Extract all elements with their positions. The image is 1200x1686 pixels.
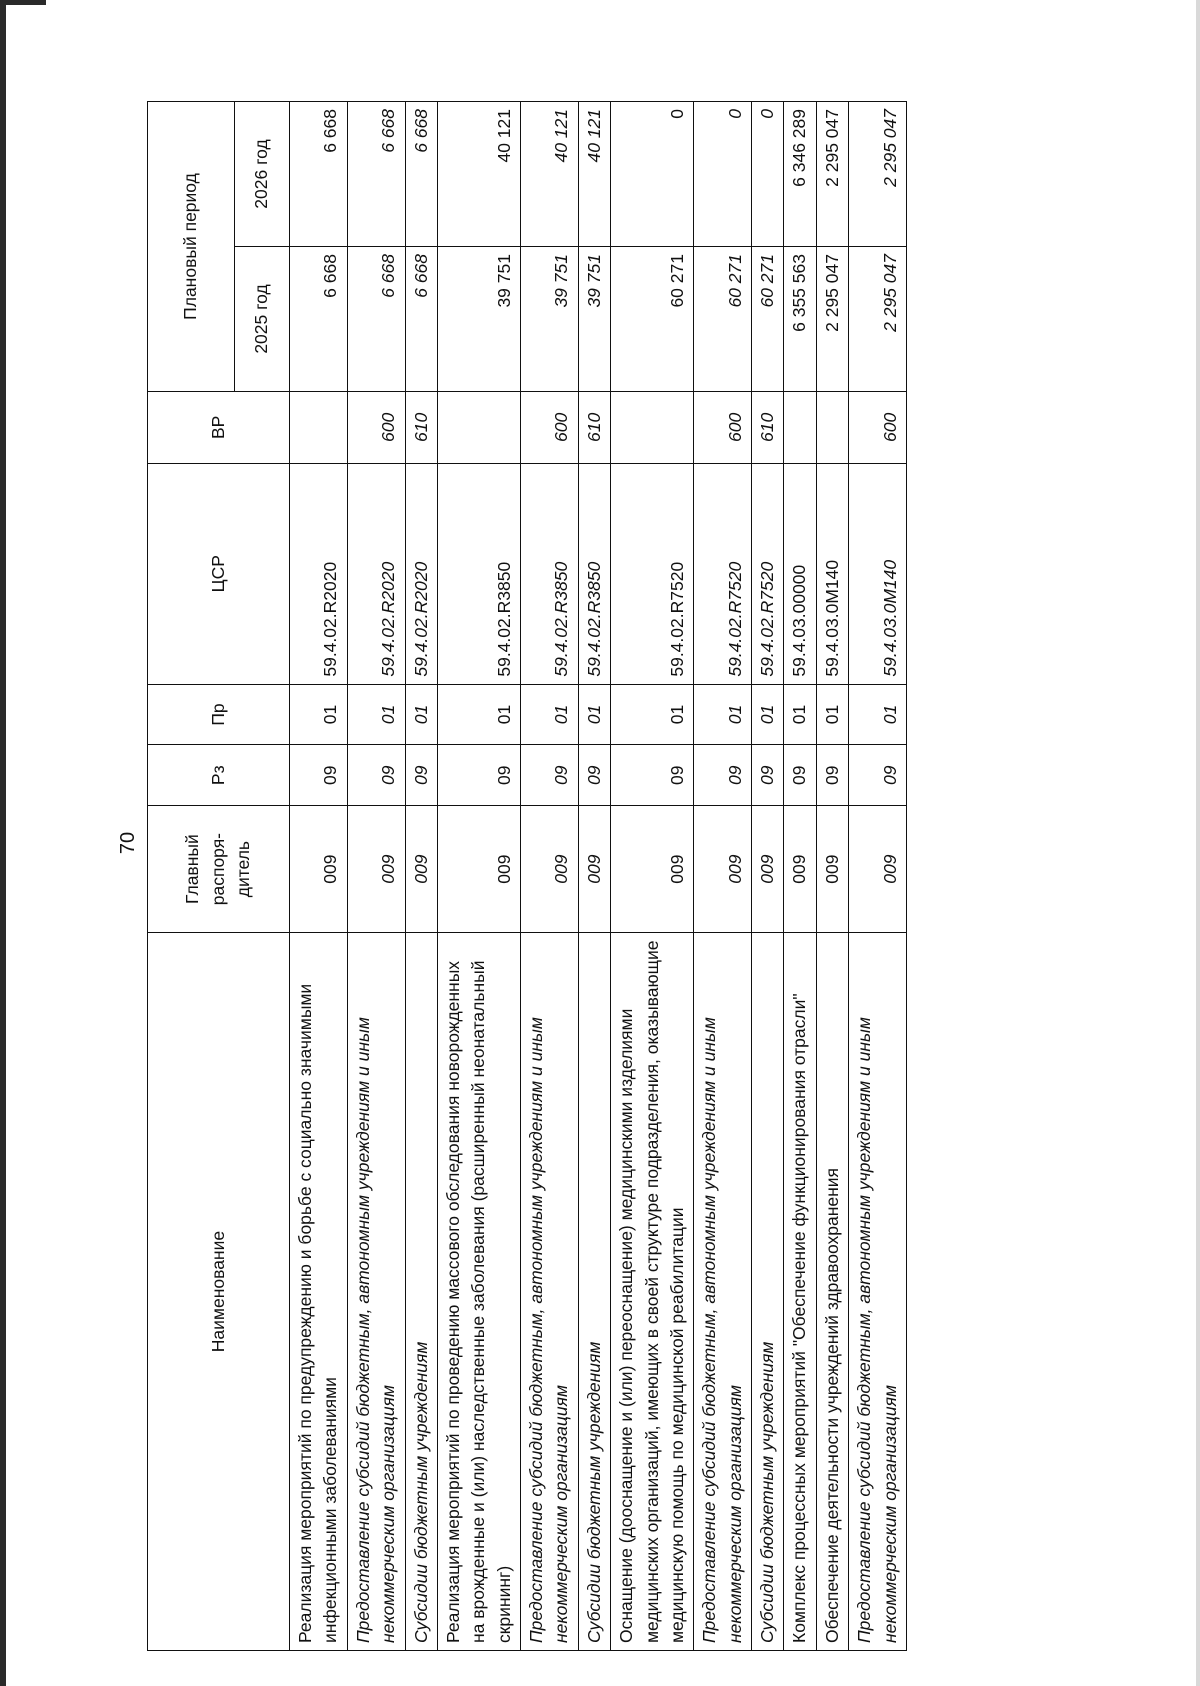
rz-cell: 09	[290, 745, 348, 806]
header-name: Наименование	[148, 933, 290, 1651]
vr-cell: 600	[347, 391, 405, 463]
table-row	[405, 102, 437, 1651]
pr-cell: 01	[752, 684, 784, 745]
main-manager-cell: 009	[752, 806, 784, 933]
main-manager-cell: 009	[611, 806, 694, 933]
main-manager-cell: 009	[816, 806, 848, 933]
csr-cell: 59.4.02.R3850	[437, 463, 520, 684]
csr-cell: 59.4.02.R2020	[405, 463, 437, 684]
vr-cell: 610	[578, 391, 610, 463]
scan-edge-top	[0, 0, 46, 5]
rz-cell: 09	[521, 745, 579, 806]
table-row	[347, 102, 405, 1651]
header-planned-period: Плановый период	[148, 102, 235, 392]
year-2025-cell: 39 751	[578, 247, 610, 392]
csr-cell: 59.4.03.0М140	[849, 463, 907, 684]
rz-cell: 09	[784, 745, 816, 806]
csr-cell: 59.4.02.R2020	[290, 463, 348, 684]
header-year-2025: 2025 год	[235, 247, 290, 392]
rz-cell: 09	[752, 745, 784, 806]
pr-cell: 01	[347, 684, 405, 745]
vr-cell: 600	[849, 391, 907, 463]
table-row	[752, 102, 784, 1651]
pr-cell: 01	[816, 684, 848, 745]
year-2025-cell: 6 668	[347, 247, 405, 392]
pr-cell: 01	[784, 684, 816, 745]
scan-edge-left	[0, 0, 6, 1686]
year-2025-cell: 60 271	[611, 247, 694, 392]
table-row	[437, 102, 520, 1651]
csr-cell: 59.4.03.00000	[784, 463, 816, 684]
csr-cell: 59.4.02.R3850	[578, 463, 610, 684]
csr-cell: 59.4.02.R7520	[611, 463, 694, 684]
pr-cell: 01	[611, 684, 694, 745]
csr-cell: 59.4.02.R3850	[521, 463, 579, 684]
rz-cell: 09	[849, 745, 907, 806]
vr-cell	[611, 391, 694, 463]
year-2025-cell: 2 295 047	[849, 247, 907, 392]
table-row	[290, 102, 348, 1651]
name-cell: Предоставление субсидий бюджетным, автономным учреждениям и иным некоммерческим организациям	[694, 933, 752, 1651]
main-manager-cell: 009	[521, 806, 579, 933]
vr-cell	[816, 391, 848, 463]
budget-table-sheet	[147, 101, 1063, 1651]
table-body	[290, 102, 907, 1651]
year-2025-cell: 6 355 563	[784, 247, 816, 392]
year-2026-cell: 6 668	[290, 102, 348, 247]
name-cell: Предоставление субсидий бюджетным, автономным учреждениям и иным некоммерческим организациям	[347, 933, 405, 1651]
csr-cell: 59.4.02.R2020	[347, 463, 405, 684]
main-manager-cell: 009	[405, 806, 437, 933]
budget-table	[147, 101, 907, 1651]
year-2025-cell: 60 271	[694, 247, 752, 392]
rz-cell: 09	[694, 745, 752, 806]
year-2026-cell: 0	[694, 102, 752, 247]
year-2026-cell: 6 668	[347, 102, 405, 247]
vr-cell	[784, 391, 816, 463]
year-2026-cell: 0	[611, 102, 694, 247]
vr-cell	[437, 391, 520, 463]
main-manager-cell: 009	[578, 806, 610, 933]
table-row	[849, 102, 907, 1651]
main-manager-cell: 009	[437, 806, 520, 933]
table-row	[816, 102, 848, 1651]
rz-cell: 09	[578, 745, 610, 806]
main-manager-cell: 009	[347, 806, 405, 933]
pr-cell: 01	[437, 684, 520, 745]
header-rz: Рз	[148, 745, 290, 806]
header-csr: ЦСР	[148, 463, 290, 684]
main-manager-cell: 009	[784, 806, 816, 933]
name-cell: Субсидии бюджетным учреждениям	[578, 933, 610, 1651]
csr-cell: 59.4.03.0М140	[816, 463, 848, 684]
pr-cell: 01	[405, 684, 437, 745]
page-number: 70	[117, 831, 139, 855]
year-2026-cell: 40 121	[578, 102, 610, 247]
pr-cell: 01	[694, 684, 752, 745]
name-cell: Реализация мероприятий по проведению массового обследования новорожденных на врожденные и (или) наследственные заболевания (расширенный неонатальный скрининг)	[437, 933, 520, 1651]
csr-cell: 59.4.02.R7520	[752, 463, 784, 684]
pr-cell: 01	[290, 684, 348, 745]
table-row	[578, 102, 610, 1651]
year-2025-cell: 6 668	[405, 247, 437, 392]
vr-cell: 600	[694, 391, 752, 463]
vr-cell	[290, 391, 348, 463]
table-row	[611, 102, 694, 1651]
year-2026-cell: 6 346 289	[784, 102, 816, 247]
csr-cell: 59.4.02.R7520	[694, 463, 752, 684]
year-2026-cell: 40 121	[521, 102, 579, 247]
table-row	[521, 102, 579, 1651]
name-cell: Предоставление субсидий бюджетным, автономным учреждениям и иным некоммерческим организациям	[521, 933, 579, 1651]
year-2026-cell: 40 121	[437, 102, 520, 247]
header-pr: Пр	[148, 684, 290, 745]
table-row	[784, 102, 816, 1651]
year-2025-cell: 2 295 047	[816, 247, 848, 392]
name-cell: Обеспечение деятельности учреждений здравоохранения	[816, 933, 848, 1651]
name-cell: Субсидии бюджетным учреждениям	[405, 933, 437, 1651]
pr-cell: 01	[849, 684, 907, 745]
rz-cell: 09	[437, 745, 520, 806]
year-2026-cell: 0	[752, 102, 784, 247]
name-cell: Оснащение (дооснащение и (или) переоснащение) медицинскими изделиями медицинских организаций, имеющих в своей структуре подразделения, оказывающие медицинскую помощь по медицинской реабилитации	[611, 933, 694, 1651]
name-cell: Комплекс процессных мероприятий "Обеспечение функционирования отрасли"	[784, 933, 816, 1651]
pr-cell: 01	[521, 684, 579, 745]
table-row	[694, 102, 752, 1651]
vr-cell: 610	[405, 391, 437, 463]
rz-cell: 09	[816, 745, 848, 806]
vr-cell: 610	[752, 391, 784, 463]
rz-cell: 09	[347, 745, 405, 806]
header-year-2026: 2026 год	[235, 102, 290, 247]
year-2026-cell: 2 295 047	[816, 102, 848, 247]
year-2025-cell: 6 668	[290, 247, 348, 392]
year-2025-cell: 39 751	[521, 247, 579, 392]
year-2025-cell: 60 271	[752, 247, 784, 392]
name-cell: Предоставление субсидий бюджетным, автономным учреждениям и иным некоммерческим организациям	[849, 933, 907, 1651]
header-vr: ВР	[148, 391, 290, 463]
vr-cell: 600	[521, 391, 579, 463]
rz-cell: 09	[611, 745, 694, 806]
year-2026-cell: 2 295 047	[849, 102, 907, 247]
main-manager-cell: 009	[290, 806, 348, 933]
name-cell: Субсидии бюджетным учреждениям	[752, 933, 784, 1651]
year-2025-cell: 39 751	[437, 247, 520, 392]
year-2026-cell: 6 668	[405, 102, 437, 247]
pr-cell: 01	[578, 684, 610, 745]
header-main-manager: Главный распоря- дитель	[148, 806, 290, 933]
name-cell: Реализация мероприятий по предупреждению и борьбе с социально значимыми инфекционными заболеваниями	[290, 933, 348, 1651]
main-manager-cell: 009	[849, 806, 907, 933]
main-manager-cell: 009	[694, 806, 752, 933]
scan-edge-right	[1196, 0, 1200, 1686]
rz-cell: 09	[405, 745, 437, 806]
